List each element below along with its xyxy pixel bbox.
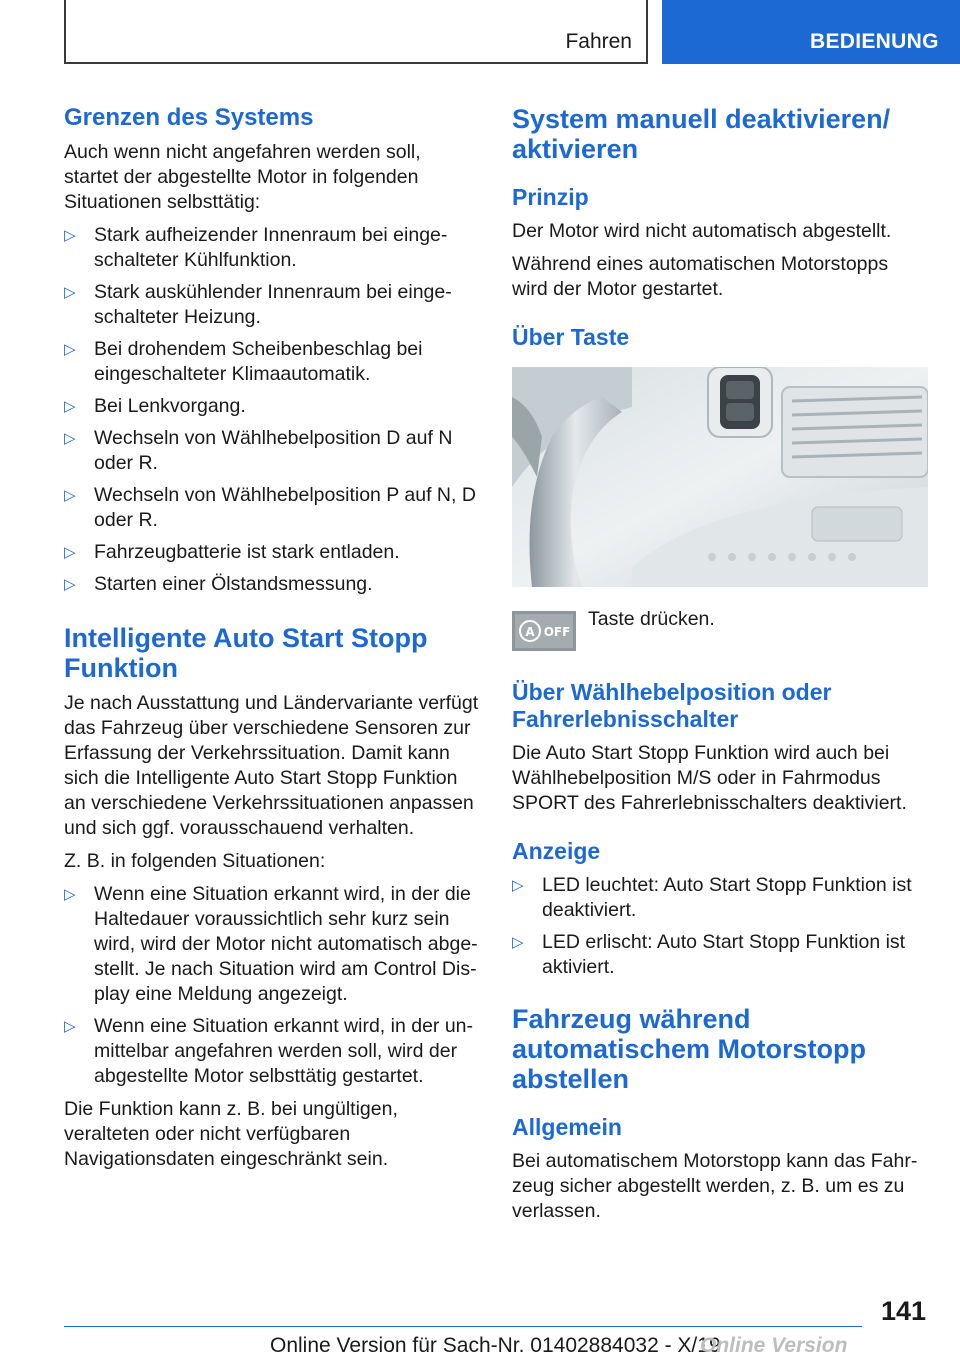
dashboard-button-photo [512,367,928,587]
auto-start-stop-off-icon [512,611,576,651]
list-item: ▷ Wechseln von Wählhebelposition P auf N, D oder R. [64,484,476,531]
selector-heading: Über Wählhebelposition oder Fahrerlebnisschalter [512,679,832,732]
triangle-bullet-icon: ▷ [64,227,76,244]
list-item: ▷ Bei drohendem Scheibenbeschlag bei eingeschalteter Klimaautomatik. [64,338,423,385]
right-column [512,104,928,1224]
list-item: ▷ LED leuchtet: Auto Start Stopp Funktion ist deaktiviert. [512,874,912,921]
svg-text:A: A [525,625,535,639]
left-column [64,104,480,1172]
situations-list [64,882,480,1089]
park-heading: Fahrzeug während automatischem Motorstopp abstellen [512,1004,867,1094]
triangle-bullet-icon: ▷ [64,341,76,358]
situations-intro: Z. B. in folgenden Situationen: [64,850,326,872]
principle-heading: Prinzip [512,184,589,210]
list-item: ▷ Stark aufheizender Innenraum bei eingeschalteter Kühlfunktion. [64,224,448,271]
triangle-bullet-icon: ▷ [64,544,76,561]
page-number: 141 [880,1296,926,1326]
button-instruction [512,607,928,669]
principle-text-2: Während eines automatischen Motorstopps wird der Motor gestartet. [512,253,889,300]
header-chapter: BEDIENUNG [662,0,960,64]
list-item: ▷ LED erlischt: Auto Start Stopp Funktion ist aktiviert. [512,931,906,978]
triangle-bullet-icon: ▷ [64,398,76,415]
limits-list [64,223,480,597]
principle-text-1: Der Motor wird nicht automatisch abgestellt. [512,220,892,242]
list-item: ▷ Wenn eine Situation erkannt wird, in der die Haltedauer voraussichtlich sehr kurz sein wird, wird der Motor nicht automatisch abgestellt. Je nach Situation wird am Control Display eine Meldung angezeigt. [64,883,478,1005]
button-instruction-text: Taste drücken. [588,608,715,630]
button-heading: Über Taste [512,324,630,350]
display-list [512,873,928,980]
svg-text:OFF: OFF [543,625,571,639]
selector-text: Die Auto Start Stopp Funktion wird auch bei Wählhebelposition M/S oder in Fahrmodus SPORT des Fahrerlebnisschalters deaktiviert. [512,742,907,814]
general-text: Bei automatischem Motorstopp kann das Fahrzeug sicher abgestellt werden, z. B. um es zu verlassen. [512,1150,918,1222]
manual-heading: System manuell deaktivieren/ aktivieren [512,104,891,164]
page-header [0,0,960,64]
footer-divider [64,1326,862,1327]
list-item: ▷ Stark auskühlender Innenraum bei eingeschalteter Heizung. [64,281,452,328]
triangle-bullet-icon: ▷ [512,877,524,894]
general-heading: Allgemein [512,1114,622,1140]
list-item: ▷ Wenn eine Situation erkannt wird, in der unmittelbar angefahren werden soll, wird der abgestellte Motor selbsttätig gestartet. [64,1015,474,1087]
limits-intro: Auch wenn nicht angefahren werden soll, startet der abgestellte Motor in folgenden Situationen selbsttätig: [64,141,421,213]
triangle-bullet-icon: ▷ [64,430,76,447]
list-item: ▷ Bei Lenkvorgang. [64,395,246,417]
triangle-bullet-icon: ▷ [64,886,76,903]
limits-heading: Grenzen des Systems [64,104,314,131]
triangle-bullet-icon: ▷ [64,1018,76,1035]
list-item: ▷ Wechseln von Wählhebelposition D auf N oder R. [64,427,453,474]
header-section: Fahren [565,30,632,53]
triangle-bullet-icon: ▷ [64,487,76,504]
triangle-bullet-icon: ▷ [64,576,76,593]
list-item: ▷ Starten einer Ölstandsmessung. [64,573,373,595]
triangle-bullet-icon: ▷ [64,284,76,301]
online-version-text: Online Version für Sach-Nr. 01402884032 - X/19 [270,1334,721,1357]
display-heading: Anzeige [512,838,601,864]
watermark: Online Version [700,1334,848,1357]
header-frame [64,0,648,64]
list-item: ▷ Fahrzeugbatterie ist stark entladen. [64,541,400,563]
closing-text: Die Funktion kann z. B. bei ungültigen, veralteten oder nicht verfügbaren Navigationsdaten eingeschränkt sein. [64,1098,398,1170]
intelligent-text: Je nach Ausstattung und Ländervariante verfügt das Fahrzeug über verschiedene Sensoren zur Erfassung der Verkehrssituation. Damit kann sich die Intelligente Auto Start Stopp Funktion an verschiedene Verkehrssituationen anpassen und sich ggf. vorausschauend verhalten. [64,692,479,839]
intelligent-heading: Intelligente Auto Start Stopp Funktion [64,623,428,683]
triangle-bullet-icon: ▷ [512,934,524,951]
